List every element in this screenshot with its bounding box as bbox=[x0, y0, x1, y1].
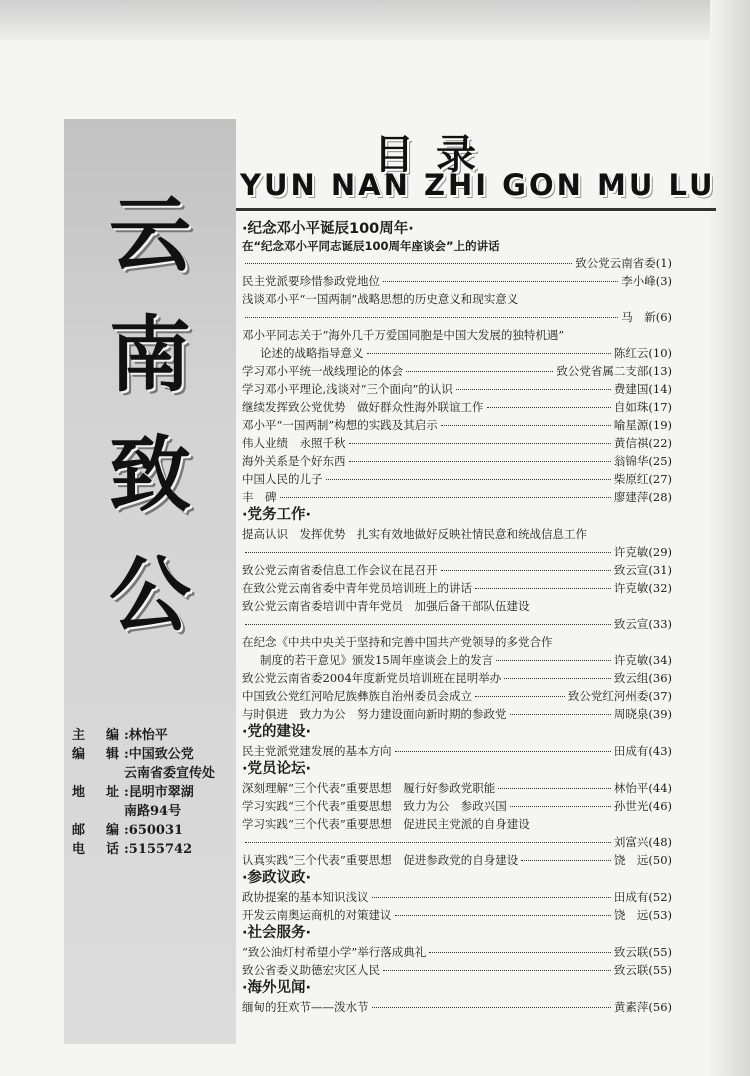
info-row bbox=[72, 745, 242, 764]
masthead-char: 云 bbox=[108, 187, 191, 283]
entry-author-page: 饶 远(50) bbox=[613, 853, 672, 867]
section-heading: ·参政议政· bbox=[242, 870, 312, 886]
toc-entry[interactable] bbox=[242, 579, 672, 597]
entry-author-page: 周晓泉(39) bbox=[613, 707, 672, 721]
entry-author-page: 致公党红河州委(37) bbox=[567, 689, 672, 703]
toc-entry[interactable] bbox=[242, 687, 672, 705]
entry-author-page: 许克敏(34) bbox=[613, 653, 672, 667]
entry-author-page: 致云宣(31) bbox=[613, 563, 672, 577]
entry-title: “致公油灯村希望小学”举行落成典礼 bbox=[242, 945, 427, 959]
dot-leader bbox=[487, 407, 611, 408]
entry-title: 论述的战略指导意义 bbox=[260, 346, 364, 360]
dot-leader bbox=[429, 952, 611, 953]
entry-author-page: 翁锦华(25) bbox=[613, 454, 672, 468]
dot-leader bbox=[383, 281, 618, 282]
info-key: 地 址 bbox=[72, 785, 124, 800]
dot-leader bbox=[367, 353, 611, 354]
toc-entry[interactable] bbox=[242, 961, 672, 979]
entry-author-page: 林怡平(44) bbox=[613, 781, 672, 795]
entry-title: 海外关系是个好东西 bbox=[242, 454, 346, 468]
entry-author-page: 致云联(55) bbox=[613, 963, 672, 977]
toc-entry[interactable] bbox=[242, 651, 672, 669]
toc-entry[interactable] bbox=[242, 308, 672, 326]
entry-title: 中国致公党红河哈尼族彝族自治州委员会成立 bbox=[242, 689, 472, 703]
toc-entry[interactable] bbox=[242, 561, 672, 579]
entry-title: 制度的若干意见》颁发15周年座谈会上的发言 bbox=[260, 653, 494, 667]
dot-leader bbox=[395, 751, 611, 752]
entry-author-page: 陈红云(10) bbox=[613, 346, 672, 360]
info-key: 编 辑 bbox=[72, 747, 124, 762]
dot-leader bbox=[441, 570, 611, 571]
toc-entry[interactable] bbox=[242, 380, 672, 398]
dot-leader bbox=[496, 660, 611, 661]
dot-leader bbox=[498, 788, 611, 789]
toc-entry[interactable] bbox=[242, 272, 672, 290]
info-row bbox=[72, 726, 242, 745]
entry-title: 学习实践“三个代表”重要思想 促进民主党派的自身建设 bbox=[242, 817, 530, 831]
info-row bbox=[72, 821, 242, 840]
masthead-char: 公 bbox=[108, 547, 191, 643]
toc-header bbox=[236, 123, 716, 211]
entry-title: 缅甸的狂欢节——泼水节 bbox=[242, 1000, 369, 1014]
entry-title: 民主党派要珍惜参政党地位 bbox=[242, 274, 380, 288]
dot-leader bbox=[372, 1007, 611, 1008]
toc-entry[interactable] bbox=[242, 742, 672, 760]
dot-leader bbox=[245, 552, 611, 553]
toc-entry[interactable] bbox=[242, 452, 672, 470]
info-value-cont: 南路94号 bbox=[124, 804, 182, 819]
toc-entry[interactable] bbox=[242, 833, 672, 851]
dot-leader bbox=[475, 588, 611, 589]
entry-author-page: 喻星源(19) bbox=[613, 418, 672, 432]
toc-entry-title[interactable] bbox=[242, 326, 672, 344]
section-heading: ·社会服务· bbox=[242, 925, 312, 941]
toc-entry[interactable] bbox=[242, 669, 672, 687]
entry-author-page: 黄素萍(56) bbox=[613, 1000, 672, 1014]
dot-leader bbox=[245, 263, 572, 264]
dot-leader bbox=[349, 443, 611, 444]
toc-title: 目录 bbox=[374, 131, 498, 178]
entry-author-page: 许克敏(32) bbox=[613, 581, 672, 595]
entry-author-page: 柴原红(27) bbox=[613, 472, 672, 486]
entry-author-page: 李小峰(3) bbox=[621, 274, 672, 288]
toc-entry[interactable] bbox=[242, 906, 672, 924]
toc-entry[interactable] bbox=[242, 543, 672, 561]
info-value: :650031 bbox=[124, 823, 184, 838]
toc-entry[interactable] bbox=[242, 398, 672, 416]
dot-leader bbox=[395, 915, 611, 916]
info-row bbox=[72, 840, 242, 859]
info-row bbox=[72, 783, 242, 802]
masthead-char: 南 bbox=[108, 307, 191, 403]
toc-entry[interactable] bbox=[242, 615, 672, 633]
entry-title: 致公党云南省委培训中青年党员 加强后备干部队伍建设 bbox=[242, 599, 530, 613]
entry-title: 在致公党云南省委中青年党员培训班上的讲话 bbox=[242, 581, 472, 595]
info-value-cont: 云南省委宣传处 bbox=[124, 766, 216, 781]
dot-leader bbox=[280, 497, 611, 498]
header-rule bbox=[236, 208, 716, 211]
entry-title: 民主党派党建发展的基本方向 bbox=[242, 744, 392, 758]
entry-title: 深刻理解“三个代表”重要思想 履行好参政党职能 bbox=[242, 781, 496, 795]
info-key: 电 话 bbox=[72, 842, 124, 857]
entry-author-page: 致公党省属二支部(13) bbox=[556, 364, 672, 378]
toc-entry[interactable] bbox=[242, 851, 672, 869]
entry-title: 提高认识 发挥优势 扎实有效地做好反映社情民意和统战信息工作 bbox=[242, 527, 587, 541]
masthead-title bbox=[90, 175, 210, 655]
dot-leader bbox=[349, 461, 611, 462]
entry-title: 认真实践“三个代表”重要思想 促进参政党的自身建设 bbox=[242, 853, 519, 867]
entry-title: 学习邓小平统一战线理论的体会 bbox=[242, 364, 403, 378]
dot-leader bbox=[504, 678, 611, 679]
info-key: 邮 编 bbox=[72, 823, 124, 838]
toc-pinyin: YUN NAN ZHI GON MU LU bbox=[240, 168, 716, 202]
info-value: :昆明市翠湖 bbox=[124, 785, 194, 800]
toc-entry[interactable] bbox=[242, 943, 672, 961]
toc-entry[interactable] bbox=[242, 779, 672, 797]
entry-title: 政协提案的基本知识浅议 bbox=[242, 890, 369, 904]
entry-title: 致公党云南省委2004年度新党员培训班在昆明举办 bbox=[242, 671, 502, 685]
entry-title: 致公党云南省委信息工作会议在昆召开 bbox=[242, 563, 438, 577]
dot-leader bbox=[441, 425, 611, 426]
entry-author-page: 致云宣(33) bbox=[613, 617, 672, 631]
toc-entry[interactable] bbox=[242, 344, 672, 362]
entry-title: 邓小平同志关于“海外几千万爱国同胞是中国大发展的独特机遇” bbox=[242, 328, 565, 342]
toc-entry[interactable] bbox=[242, 705, 672, 723]
section-heading: ·党员论坛· bbox=[242, 761, 312, 777]
entry-title: 浅谈邓小平“一国两制”战略思想的历史意义和现实意义 bbox=[242, 292, 519, 306]
entry-author-page: 致云联(55) bbox=[613, 945, 672, 959]
entry-author-page: 致云组(36) bbox=[613, 671, 672, 685]
table-of-contents bbox=[242, 220, 672, 1016]
page-top-edge bbox=[0, 0, 750, 40]
toc-entry[interactable] bbox=[242, 362, 672, 380]
toc-entry-title[interactable] bbox=[242, 633, 672, 651]
entry-author-page: 田成有(52) bbox=[613, 890, 672, 904]
info-value: :林怡平 bbox=[124, 728, 168, 743]
toc-entry[interactable] bbox=[242, 998, 672, 1016]
masthead-char: 致 bbox=[108, 427, 191, 523]
section-heading: ·海外见闻· bbox=[242, 980, 312, 996]
toc-entry[interactable] bbox=[242, 254, 672, 272]
entry-title: 开发云南奥运商机的对策建议 bbox=[242, 908, 392, 922]
section-heading: ·党的建设· bbox=[242, 724, 312, 740]
entry-title: 丰 碑 bbox=[242, 490, 277, 504]
toc-entry[interactable] bbox=[242, 488, 672, 506]
toc-entry[interactable] bbox=[242, 888, 672, 906]
info-value: :5155742 bbox=[124, 842, 193, 857]
entry-title: 邓小平“一国两制”构想的实践及其启示 bbox=[242, 418, 438, 432]
entry-author-page: 致公党云南省委(1) bbox=[575, 256, 672, 270]
editorial-info bbox=[72, 726, 242, 859]
toc-entry-title[interactable] bbox=[242, 290, 672, 308]
dot-leader bbox=[456, 389, 611, 390]
toc-entry[interactable] bbox=[242, 470, 672, 488]
entry-title: 致公省委义助德宏灾区人民 bbox=[242, 963, 380, 977]
entry-title: 继续发挥致公党优势 做好群众性海外联谊工作 bbox=[242, 400, 484, 414]
toc-entry[interactable] bbox=[242, 416, 672, 434]
section-heading: ·党务工作· bbox=[242, 507, 312, 523]
entry-title: 中国人民的儿子 bbox=[242, 472, 323, 486]
entry-author-page: 田成有(43) bbox=[613, 744, 672, 758]
dot-leader bbox=[510, 806, 611, 807]
entry-author-page: 自如珠(17) bbox=[613, 400, 672, 414]
toc-entry-title[interactable] bbox=[242, 597, 672, 615]
subsection-heading: 在“纪念邓小平同志诞辰100周年座谈会”上的讲话 bbox=[242, 239, 500, 253]
dot-leader bbox=[245, 842, 611, 843]
page-right-edge bbox=[710, 0, 750, 1076]
dot-leader bbox=[245, 317, 618, 318]
entry-title: 与时俱进 致力为公 努力建设面向新时期的参政党 bbox=[242, 707, 507, 721]
dot-leader bbox=[406, 371, 553, 372]
toc-entry[interactable] bbox=[242, 797, 672, 815]
entry-author-page: 刘富兴(48) bbox=[613, 835, 672, 849]
entry-author-page: 马 新(6) bbox=[621, 310, 672, 324]
dot-leader bbox=[475, 696, 565, 697]
entry-title: 学习实践“三个代表”重要思想 致力为公 参政兴国 bbox=[242, 799, 507, 813]
section-heading: ·纪念邓小平诞辰100周年· bbox=[242, 221, 414, 237]
entry-author-page: 孙世光(46) bbox=[613, 799, 672, 813]
dot-leader bbox=[521, 860, 611, 861]
entry-author-page: 饶 远(53) bbox=[613, 908, 672, 922]
toc-entry-title[interactable] bbox=[242, 815, 672, 833]
info-value: :中国致公党 bbox=[124, 747, 194, 762]
toc-entry-title[interactable] bbox=[242, 525, 672, 543]
entry-title: 学习邓小平理论,浅谈对“三个面向”的认识 bbox=[242, 382, 453, 396]
dot-leader bbox=[326, 479, 611, 480]
dot-leader bbox=[245, 624, 611, 625]
toc-entry[interactable] bbox=[242, 434, 672, 452]
info-key: 主 编 bbox=[72, 728, 124, 743]
entry-title: 伟人业绩 永照千秋 bbox=[242, 436, 346, 450]
dot-leader bbox=[372, 897, 611, 898]
entry-title: 在纪念《中共中央关于坚持和完善中国共产党领导的多党合作 bbox=[242, 635, 553, 649]
entry-author-page: 廖建萍(28) bbox=[613, 490, 672, 504]
entry-author-page: 费建国(14) bbox=[613, 382, 672, 396]
entry-author-page: 许克敏(29) bbox=[613, 545, 672, 559]
dot-leader bbox=[510, 714, 611, 715]
entry-author-page: 黄信祺(22) bbox=[613, 436, 672, 450]
dot-leader bbox=[383, 970, 611, 971]
